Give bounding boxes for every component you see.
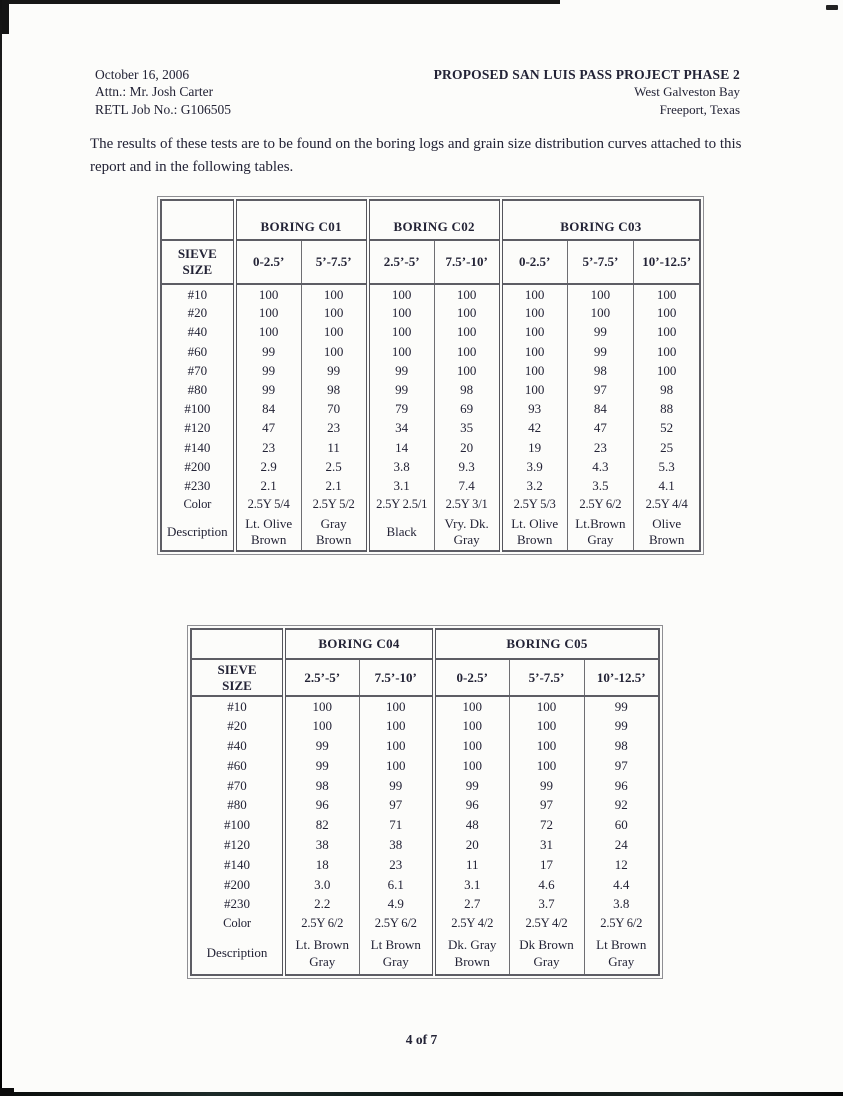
sieve-value-cell: 84 <box>235 399 302 418</box>
sieve-value-cell: 100 <box>434 736 509 756</box>
letterhead-left <box>95 66 231 118</box>
sieve-value-cell: 99 <box>584 716 659 736</box>
sieve-value-cell: 100 <box>567 303 634 322</box>
sieve-value-cell: 3.8 <box>584 894 659 914</box>
sieve-value-cell: 88 <box>634 399 701 418</box>
sieve-value-cell: 38 <box>359 835 434 855</box>
scan-artifact-top-right-dash <box>826 5 838 10</box>
boring-group-header: BORING C04 <box>284 629 434 659</box>
sieve-value-cell: 4.9 <box>359 894 434 914</box>
sieve-value-cell: 99 <box>235 361 302 380</box>
sieve-value-cell: 98 <box>634 380 701 399</box>
sieve-value-cell: 97 <box>584 755 659 775</box>
sieve-value-cell: 3.8 <box>368 457 435 476</box>
sieve-row-label: #10 <box>227 698 247 714</box>
sieve-value-cell: 38 <box>284 835 359 855</box>
sieve-row <box>161 303 700 322</box>
sieve-value-cell: 100 <box>501 284 568 303</box>
sieve-value-cell: 100 <box>567 284 634 303</box>
sieve-value-cell: 6.1 <box>359 874 434 894</box>
color-value-cell: 2.5Y 3/1 <box>434 495 501 514</box>
sieve-row-label: #230 <box>184 477 211 493</box>
sieve-value-cell: 2.9 <box>235 457 302 476</box>
letterhead-right <box>434 66 740 118</box>
sieve-value-cell: 100 <box>434 716 509 736</box>
sieve-row-label: #20 <box>227 718 247 734</box>
color-value-cell: 2.5Y 4/4 <box>634 495 701 514</box>
sieve-row-label: #20 <box>187 305 208 321</box>
sieve-value-cell: 17 <box>509 854 584 874</box>
sieve-row <box>191 815 659 835</box>
color-row-label: Color <box>223 916 251 931</box>
color-row-label: Color <box>183 497 212 512</box>
scan-artifact-left-edge <box>0 0 2 1096</box>
sieve-row-label: #100 <box>184 401 211 417</box>
color-row <box>191 914 659 934</box>
project-title: PROPOSED SAN LUIS PASS PROJECT PHASE 2 <box>433 67 740 82</box>
sieve-value-cell: 3.0 <box>284 874 359 894</box>
color-value-cell: 2.5Y 6/2 <box>584 914 659 934</box>
sieve-value-cell: 99 <box>301 361 368 380</box>
boring-group-header: BORING C01 <box>235 200 368 240</box>
color-value-cell: 2.5Y 4/2 <box>434 914 509 934</box>
sieve-value-cell: 4.3 <box>567 457 634 476</box>
sieve-value-cell: 19 <box>501 438 568 457</box>
sieve-value-cell: 60 <box>584 815 659 835</box>
depth-header: 7.5’-10’ <box>359 659 434 696</box>
depth-header-row <box>161 240 700 284</box>
sieve-value-cell: 100 <box>301 322 368 341</box>
sieve-row <box>161 322 700 341</box>
sieve-value-cell: 100 <box>359 755 434 775</box>
sieve-value-cell: 11 <box>301 438 368 457</box>
sieve-value-cell: 92 <box>584 795 659 815</box>
sieve-row-label: #70 <box>187 362 208 378</box>
sieve-value-cell: 100 <box>634 284 701 303</box>
sieve-row <box>191 854 659 874</box>
sieve-value-cell: 100 <box>634 303 701 322</box>
sieve-value-cell: 100 <box>509 736 584 756</box>
sieve-value-cell: 97 <box>567 380 634 399</box>
description-row-label: Description <box>167 524 228 539</box>
sieve-row-label: #10 <box>187 286 208 302</box>
sieve-value-cell: 20 <box>434 835 509 855</box>
description-value-cell: Dk. Gray Brown <box>434 934 509 975</box>
sieve-value-cell: 99 <box>434 775 509 795</box>
description-value-cell: Lt.Brown Gray <box>567 514 634 551</box>
sieve-value-cell: 100 <box>284 716 359 736</box>
sieve-row <box>191 795 659 815</box>
sieve-size-header: SIEVE SIZE <box>161 240 235 284</box>
depth-header: 0-2.5’ <box>434 659 509 696</box>
sieve-value-cell: 25 <box>634 438 701 457</box>
sieve-value-cell: 100 <box>301 303 368 322</box>
sieve-value-cell: 2.7 <box>434 894 509 914</box>
sieve-row-label: #40 <box>187 324 208 340</box>
sieve-value-cell: 100 <box>501 380 568 399</box>
sieve-value-cell: 3.5 <box>567 476 634 495</box>
sieve-value-cell: 48 <box>434 815 509 835</box>
sieve-value-cell: 23 <box>359 854 434 874</box>
sieve-value-cell: 100 <box>634 361 701 380</box>
letterhead-attn: Attn.: Mr. Josh Carter <box>95 84 214 100</box>
sieve-row-label: #200 <box>184 458 211 474</box>
sieve-value-cell: 100 <box>501 342 568 361</box>
corner-cell <box>191 629 284 659</box>
sieve-value-cell: 35 <box>434 418 501 437</box>
sieve-value-cell: 99 <box>509 775 584 795</box>
description-value-cell: Lt Brown Gray <box>584 934 659 975</box>
sieve-row <box>161 438 700 457</box>
sieve-row <box>191 835 659 855</box>
sieve-value-cell: 3.9 <box>501 457 568 476</box>
depth-header: 2.5’-5’ <box>368 240 435 284</box>
scan-artifact-bottom-edge <box>0 1092 843 1096</box>
sieve-row-label: #80 <box>227 797 247 813</box>
sieve-value-cell: 3.2 <box>501 476 568 495</box>
description-value-cell: Lt Brown Gray <box>359 934 434 975</box>
sieve-table-borings-c04-c05 <box>187 625 663 979</box>
sieve-row <box>191 874 659 894</box>
sieve-table-borings-c01-c03 <box>157 196 704 555</box>
sieve-value-cell: 100 <box>359 716 434 736</box>
sieve-value-cell: 98 <box>284 775 359 795</box>
description-value-cell: Dk Brown Gray <box>509 934 584 975</box>
description-value-cell: Vry. Dk. Gray <box>434 514 501 551</box>
color-value-cell: 2.5Y 5/4 <box>235 495 302 514</box>
sieve-value-cell: 100 <box>501 361 568 380</box>
sieve-value-cell: 52 <box>634 418 701 437</box>
sieve-row-label: #80 <box>187 382 208 398</box>
sieve-value-cell: 69 <box>434 399 501 418</box>
sieve-row <box>191 716 659 736</box>
sieve-value-cell: 96 <box>584 775 659 795</box>
sieve-value-cell: 5.3 <box>634 457 701 476</box>
description-value-cell: Lt. Olive Brown <box>235 514 302 551</box>
sieve-value-cell: 100 <box>509 696 584 716</box>
sieve-value-cell: 34 <box>368 418 435 437</box>
sieve-value-cell: 23 <box>235 438 302 457</box>
sieve-value-cell: 12 <box>584 854 659 874</box>
sieve-row <box>161 342 700 361</box>
scan-artifact-top-left-block <box>0 0 9 34</box>
sieve-row <box>161 284 700 303</box>
sieve-value-cell: 97 <box>359 795 434 815</box>
sieve-row-label: #120 <box>224 836 250 852</box>
description-value-cell: Lt. Olive Brown <box>501 514 568 551</box>
sieve-value-cell: 100 <box>434 322 501 341</box>
sieve-value-cell: 4.1 <box>634 476 701 495</box>
sieve-row-label: #200 <box>224 876 250 892</box>
description-row-label: Description <box>206 945 268 961</box>
sieve-value-cell: 3.1 <box>434 874 509 894</box>
sieve-row <box>161 476 700 495</box>
sieve-row-label: #70 <box>227 777 247 793</box>
sieve-value-cell: 2.5 <box>301 457 368 476</box>
sieve-analysis-table-2 <box>190 628 660 976</box>
sieve-value-cell: 100 <box>368 342 435 361</box>
sieve-value-cell: 47 <box>235 418 302 437</box>
sieve-value-cell: 100 <box>359 696 434 716</box>
color-value-cell: 2.5Y 6/2 <box>284 914 359 934</box>
sieve-value-cell: 82 <box>284 815 359 835</box>
color-value-cell: 2.5Y 5/2 <box>301 495 368 514</box>
sieve-value-cell: 99 <box>359 775 434 795</box>
sieve-value-cell: 93 <box>501 399 568 418</box>
depth-header: 0-2.5’ <box>235 240 302 284</box>
sieve-value-cell: 2.1 <box>301 476 368 495</box>
sieve-value-cell: 100 <box>301 284 368 303</box>
description-row <box>191 934 659 975</box>
sieve-row-label: #230 <box>224 896 250 912</box>
intro-paragraph: The results of these tests are to be found on the boring logs and grain size distribution curves attached to this report and in the following tables. <box>90 136 742 175</box>
sieve-value-cell: 100 <box>368 303 435 322</box>
color-value-cell: 2.5Y 5/3 <box>501 495 568 514</box>
project-location-line1: West Galveston Bay <box>634 84 740 100</box>
sieve-value-cell: 100 <box>368 322 435 341</box>
sieve-value-cell: 100 <box>634 342 701 361</box>
sieve-value-cell: 100 <box>434 284 501 303</box>
sieve-value-cell: 42 <box>501 418 568 437</box>
sieve-value-cell: 97 <box>509 795 584 815</box>
sieve-row <box>161 457 700 476</box>
sieve-row <box>191 894 659 914</box>
sieve-value-cell: 2.2 <box>284 894 359 914</box>
sieve-value-cell: 99 <box>284 736 359 756</box>
sieve-row <box>191 775 659 795</box>
sieve-value-cell: 100 <box>368 284 435 303</box>
sieve-value-cell: 100 <box>501 303 568 322</box>
sieve-value-cell: 100 <box>434 755 509 775</box>
sieve-row <box>161 361 700 380</box>
color-value-cell: 2.5Y 6/2 <box>567 495 634 514</box>
sieve-value-cell: 9.3 <box>434 457 501 476</box>
sieve-value-cell: 99 <box>235 342 302 361</box>
boring-group-header: BORING C05 <box>434 629 659 659</box>
sieve-value-cell: 98 <box>301 380 368 399</box>
sieve-value-cell: 47 <box>567 418 634 437</box>
depth-header: 10’-12.5’ <box>634 240 701 284</box>
sieve-value-cell: 99 <box>368 361 435 380</box>
color-value-cell: 2.5Y 4/2 <box>509 914 584 934</box>
sieve-value-cell: 99 <box>584 696 659 716</box>
sieve-row <box>161 399 700 418</box>
sieve-value-cell: 4.6 <box>509 874 584 894</box>
color-value-cell: 2.5Y 6/2 <box>359 914 434 934</box>
sieve-value-cell: 100 <box>434 696 509 716</box>
sieve-size-header: SIEVE SIZE <box>191 659 284 696</box>
sieve-value-cell: 24 <box>584 835 659 855</box>
letterhead-job-no: RETL Job No.: G106505 <box>95 101 231 117</box>
sieve-value-cell: 14 <box>368 438 435 457</box>
sieve-value-cell: 98 <box>567 361 634 380</box>
boring-group-header: BORING C02 <box>368 200 501 240</box>
sieve-row-label: #120 <box>184 420 211 436</box>
sieve-row <box>191 755 659 775</box>
sieve-row-label: #60 <box>227 757 247 773</box>
sieve-value-cell: 70 <box>301 399 368 418</box>
project-location-line2: Freeport, Texas <box>659 101 740 117</box>
sieve-value-cell: 11 <box>434 854 509 874</box>
sieve-value-cell: 3.7 <box>509 894 584 914</box>
sieve-value-cell: 4.4 <box>584 874 659 894</box>
sieve-value-cell: 2.1 <box>235 476 302 495</box>
description-value-cell: Olive Brown <box>634 514 701 551</box>
color-value-cell: 2.5Y 2.5/1 <box>368 495 435 514</box>
sieve-value-cell: 100 <box>434 303 501 322</box>
sieve-value-cell: 100 <box>509 755 584 775</box>
sieve-value-cell: 100 <box>634 322 701 341</box>
sieve-row-label: #140 <box>184 439 211 455</box>
sieve-row-label: #100 <box>224 817 250 833</box>
sieve-row-label: #60 <box>187 343 208 359</box>
sieve-value-cell: 100 <box>235 303 302 322</box>
sieve-value-cell: 100 <box>284 696 359 716</box>
sieve-value-cell: 31 <box>509 835 584 855</box>
sieve-value-cell: 72 <box>509 815 584 835</box>
sieve-value-cell: 98 <box>584 736 659 756</box>
description-value-cell: Black <box>368 514 435 551</box>
sieve-value-cell: 99 <box>284 755 359 775</box>
sieve-row-label: #40 <box>227 737 247 753</box>
sieve-value-cell: 84 <box>567 399 634 418</box>
sieve-value-cell: 20 <box>434 438 501 457</box>
sieve-row <box>161 380 700 399</box>
sieve-value-cell: 7.4 <box>434 476 501 495</box>
depth-header: 7.5’-10’ <box>434 240 501 284</box>
color-row <box>161 495 700 514</box>
sieve-value-cell: 23 <box>567 438 634 457</box>
sieve-value-cell: 100 <box>301 342 368 361</box>
sieve-value-cell: 96 <box>284 795 359 815</box>
sieve-row-label: #140 <box>224 856 250 872</box>
depth-header: 10’-12.5’ <box>584 659 659 696</box>
sieve-value-cell: 99 <box>567 322 634 341</box>
depth-header-row <box>191 659 659 696</box>
sieve-value-cell: 100 <box>509 716 584 736</box>
sieve-value-cell: 99 <box>567 342 634 361</box>
depth-header: 5’-7.5’ <box>567 240 634 284</box>
sieve-analysis-table-1 <box>160 199 701 552</box>
description-row <box>161 514 700 551</box>
sieve-value-cell: 3.1 <box>368 476 435 495</box>
depth-header: 5’-7.5’ <box>509 659 584 696</box>
sieve-value-cell: 100 <box>235 322 302 341</box>
description-value-cell: Lt. Brown Gray <box>284 934 359 975</box>
sieve-value-cell: 99 <box>235 380 302 399</box>
boring-header-row <box>191 629 659 659</box>
sieve-row <box>161 418 700 437</box>
depth-header: 0-2.5’ <box>501 240 568 284</box>
sieve-value-cell: 100 <box>501 322 568 341</box>
boring-group-header: BORING C03 <box>501 200 701 240</box>
sieve-value-cell: 18 <box>284 854 359 874</box>
sieve-value-cell: 79 <box>368 399 435 418</box>
description-value-cell: Gray Brown <box>301 514 368 551</box>
sieve-value-cell: 99 <box>368 380 435 399</box>
sieve-value-cell: 100 <box>359 736 434 756</box>
sieve-value-cell: 98 <box>434 380 501 399</box>
page-number: 4 of 7 <box>405 1032 438 1047</box>
corner-cell <box>161 200 235 240</box>
sieve-row <box>191 696 659 716</box>
scan-artifact-bottom-left-block <box>0 1088 14 1096</box>
sieve-value-cell: 100 <box>235 284 302 303</box>
sieve-value-cell: 96 <box>434 795 509 815</box>
letterhead-date: October 16, 2006 <box>95 67 190 82</box>
depth-header: 2.5’-5’ <box>284 659 359 696</box>
sieve-value-cell: 100 <box>434 342 501 361</box>
boring-header-row <box>161 200 700 240</box>
scan-artifact-top-edge <box>0 0 560 4</box>
sieve-value-cell: 23 <box>301 418 368 437</box>
depth-header: 5’-7.5’ <box>301 240 368 284</box>
sieve-value-cell: 71 <box>359 815 434 835</box>
sieve-value-cell: 100 <box>434 361 501 380</box>
sieve-row <box>191 736 659 756</box>
